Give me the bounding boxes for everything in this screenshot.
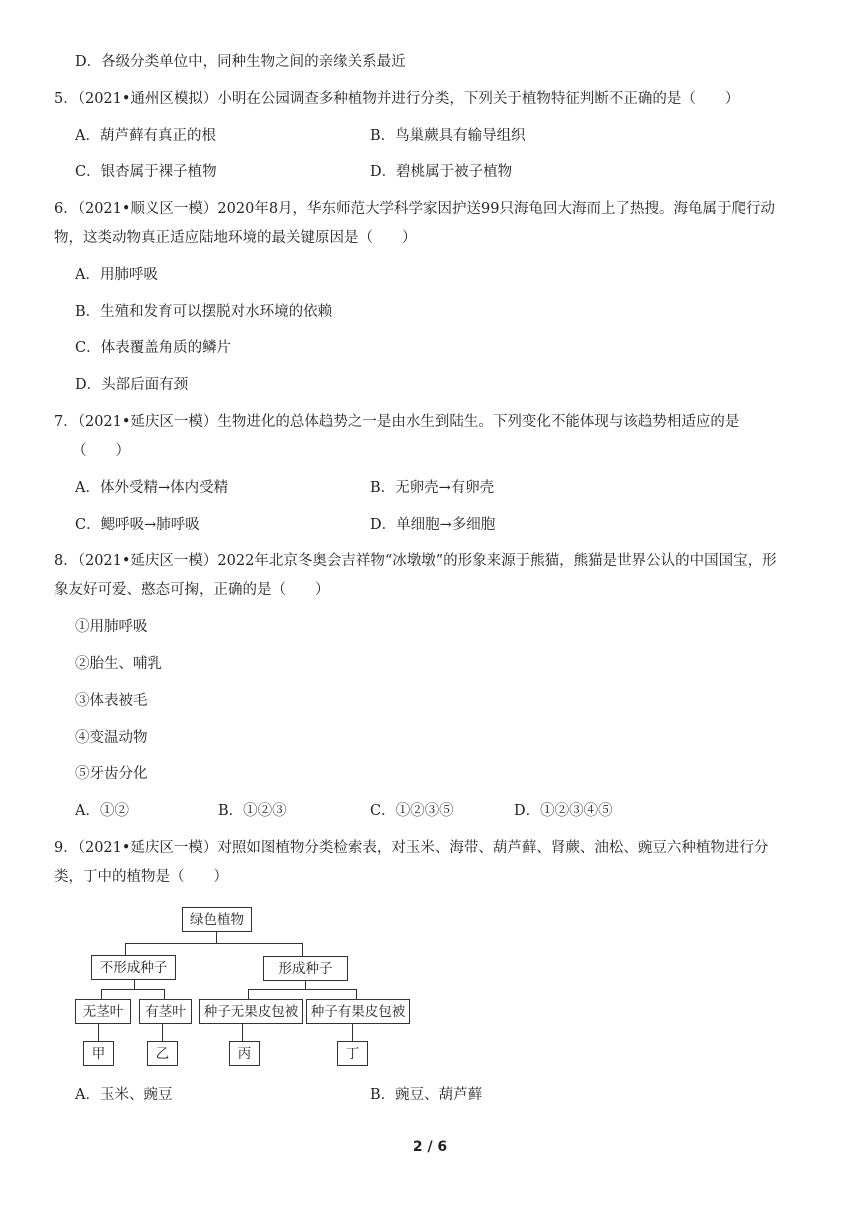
q8-option-d: D．①②③④⑤ <box>514 803 613 819</box>
tree-leaf-yi: 乙 <box>147 1041 178 1066</box>
q4-option-d: D．各级分类单位中，同种生物之间的亲缘关系最近 <box>75 54 406 70</box>
tree-leaf-bing: 丙 <box>229 1041 260 1066</box>
q7-option-c: C．鳃呼吸→肺呼吸 <box>75 517 200 533</box>
q8-statement-3: ③体表被毛 <box>75 693 148 709</box>
q5-option-d: D．碧桃属于被子植物 <box>370 164 513 180</box>
tree-connector <box>352 1024 353 1041</box>
tree-connector <box>101 989 164 990</box>
tree-connector <box>98 1024 99 1041</box>
q7-stem-line2: （ ） <box>72 443 130 459</box>
tree-leaf-ding: 丁 <box>337 1041 368 1066</box>
tree-node-covered-seed: 种子有果皮包被 <box>306 999 410 1024</box>
tree-node-seed: 形成种子 <box>263 956 348 981</box>
tree-leaf-jia: 甲 <box>83 1041 114 1066</box>
tree-connector <box>216 931 217 943</box>
tree-node-root: 绿色植物 <box>182 907 252 932</box>
q5-stem: 5．（2021•通州区模拟）小明在公园调查多种植物并进行分类，下列关于植物特征判断不正确的是（ ） <box>54 91 740 107</box>
q8-statement-4: ④变温动物 <box>75 730 148 746</box>
tree-connector <box>134 979 135 989</box>
tree-connector <box>242 1024 243 1041</box>
q8-statement-5: ⑤牙齿分化 <box>75 766 148 782</box>
tree-connector <box>305 981 306 989</box>
tree-connector <box>356 989 357 999</box>
q6-stem-line1: 6．（2021•顺义区一模）2020年8月，华东师范大学科学家因护送99只海龟回大海而上了热搜。海龟属于爬行动 <box>54 201 776 217</box>
q6-option-a: A．用肺呼吸 <box>75 267 158 283</box>
q8-option-b: B．①②③ <box>218 803 287 819</box>
page-number: 2 / 6 <box>412 1139 448 1155</box>
tree-connector <box>302 943 303 956</box>
tree-connector <box>248 989 356 990</box>
q6-option-d: D．头部后面有颈 <box>75 377 189 393</box>
tree-node-no-seed: 不形成种子 <box>91 955 176 980</box>
q8-option-c: C．①②③⑤ <box>370 803 454 819</box>
q6-option-c: C．体表覆盖角质的鳞片 <box>75 340 232 356</box>
q8-stem-line1: 8．（2021•延庆区一模）2022年北京冬奥会吉祥物“冰墩墩”的形象来源于熊猫，熊猫是世界公认的中国国宝，形 <box>54 553 777 569</box>
q8-stem-line2: 象友好可爱、憨态可掬，正确的是（ ） <box>54 582 330 598</box>
q6-option-b: B．生殖和发育可以摆脱对水环境的依赖 <box>75 304 333 320</box>
q8-statement-2: ②胎生、哺乳 <box>75 656 162 672</box>
q5-option-c: C．银杏属于裸子植物 <box>75 164 217 180</box>
q7-option-a: A．体外受精→体内受精 <box>75 480 229 496</box>
q8-statement-1: ①用肺呼吸 <box>75 619 148 635</box>
tree-connector <box>125 943 302 944</box>
q7-option-d: D．单细胞→多细胞 <box>370 517 496 533</box>
tree-node-stem-leaf: 有茎叶 <box>139 999 192 1024</box>
q7-stem-line1: 7．（2021•延庆区一模）生物进化的总体趋势之一是由水生到陆生。下列变化不能体现与该趋势相适应的是 <box>54 414 740 430</box>
tree-node-no-stem-leaf: 无茎叶 <box>75 999 131 1024</box>
q6-stem-line2: 物，这类动物真正适应陆地环境的最关键原因是（ ） <box>54 230 417 246</box>
tree-connector <box>164 989 165 999</box>
q9-stem-line2: 类，丁中的植物是（ ） <box>54 869 228 885</box>
tree-connector <box>162 1024 163 1041</box>
q9-option-b: B．豌豆、葫芦藓 <box>370 1087 483 1103</box>
tree-connector <box>101 989 102 999</box>
tree-connector <box>248 989 249 999</box>
q5-option-b: B．鸟巢蕨具有输导组织 <box>370 128 526 144</box>
q9-stem-line1: 9．（2021•延庆区一模）对照如图植物分类检索表，对玉米、海带、葫芦藓、肾蕨、油松、豌豆六种植物进行分 <box>54 840 769 856</box>
q9-option-a: A．玉米、豌豆 <box>75 1087 173 1103</box>
q5-option-a: A．葫芦藓有真正的根 <box>75 128 216 144</box>
q7-option-b: B．无卵壳→有卵壳 <box>370 480 495 496</box>
q8-option-a: A．①② <box>75 803 129 819</box>
tree-connector <box>125 943 126 955</box>
tree-node-naked-seed: 种子无果皮包被 <box>199 999 303 1024</box>
